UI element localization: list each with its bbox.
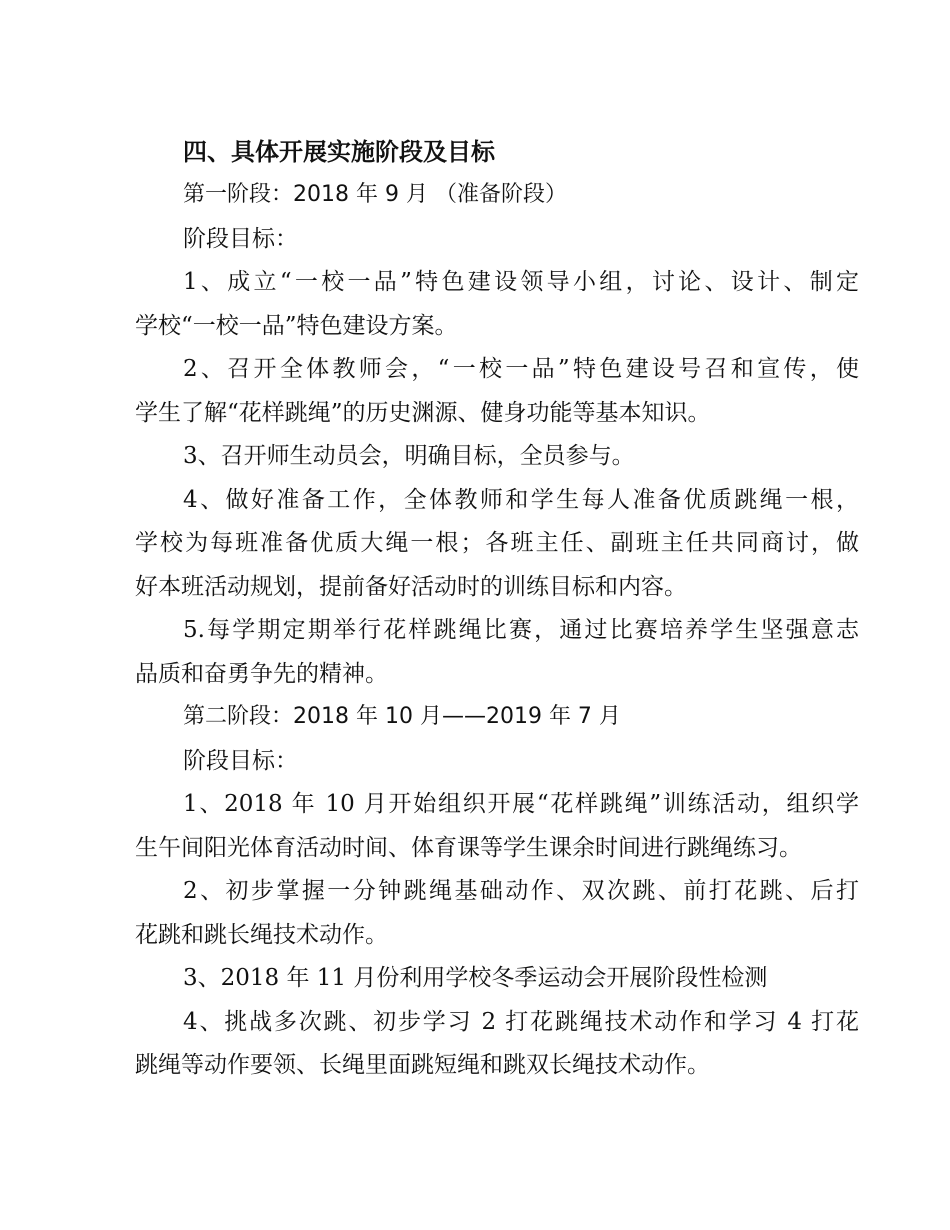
stage-1-item-4-line-2: 学校为每班准备优质大绳一根；各班主任、副班主任共同商讨，做 (135, 530, 859, 556)
stage-1-item-2-line-1: 2、召开全体教师会，“一校一品”特色建设号召和宣传，使 (183, 356, 859, 382)
stage-2-item-1-line-2: 生午间阳光体育活动时间、体育课等学生课余时间进行跳绳练习。 (135, 835, 802, 861)
stage-1-item-4-line-3: 好本班活动规划，提前备好活动时的训练目标和内容。 (135, 574, 687, 600)
stage-1-item-1-line-2: 学校“一校一品”特色建设方案。 (135, 313, 458, 339)
stage-1-item-5-line-1: 5.每学期定期举行花样跳绳比赛，通过比赛培养学生坚强意志 (183, 617, 859, 643)
stage-2-item-2-line-2: 花跳和跳长绳技术动作。 (135, 922, 388, 948)
stage-1-item-4-line-1: 4、做好准备工作，全体教师和学生每人准备优质跳绳一根， (183, 487, 859, 513)
stage-2-item-3-line-1: 3、2018 年 11 月份利用学校冬季运动会开展阶段性检测 (183, 965, 768, 991)
stage-2-item-1-line-1: 1、2018 年 10 月开始组织开展“花样跳绳”训练活动，组织学 (183, 791, 859, 817)
stage-1-item-5-line-2: 品质和奋勇争先的精神。 (135, 661, 388, 687)
stage-1-title: 第一阶段：2018 年 9 月 （准备阶段） (183, 182, 567, 207)
stage-1-item-1-line-1: 1、成立“一校一品”特色建设领导小组，讨论、设计、制定 (183, 269, 859, 295)
stage-2-goal-label: 阶段目标： (183, 748, 298, 774)
stage-2-item-4-line-1: 4、挑战多次跳、初步学习 2 打花跳绳技术动作和学习 4 打花 (183, 1009, 859, 1035)
stage-2-item-2-line-1: 2、初步掌握一分钟跳绳基础动作、双次跳、前打花跳、后打 (183, 878, 859, 904)
section-heading: 四、具体开展实施阶段及目标 (183, 138, 495, 166)
stage-1-goal-label: 阶段目标： (183, 226, 298, 252)
stage-2-title: 第二阶段：2018 年 10 月——2019 年 7 月 (183, 704, 621, 729)
stage-1-item-3-line-1: 3、召开师生动员会，明确目标，全员参与。 (183, 443, 635, 469)
stage-1-item-2-line-2: 学生了解“花样跳绳”的历史渊源、健身功能等基本知识。 (135, 400, 711, 426)
stage-2-item-4-line-2: 跳绳等动作要领、长绳里面跳短绳和跳双长绳技术动作。 (135, 1052, 710, 1078)
